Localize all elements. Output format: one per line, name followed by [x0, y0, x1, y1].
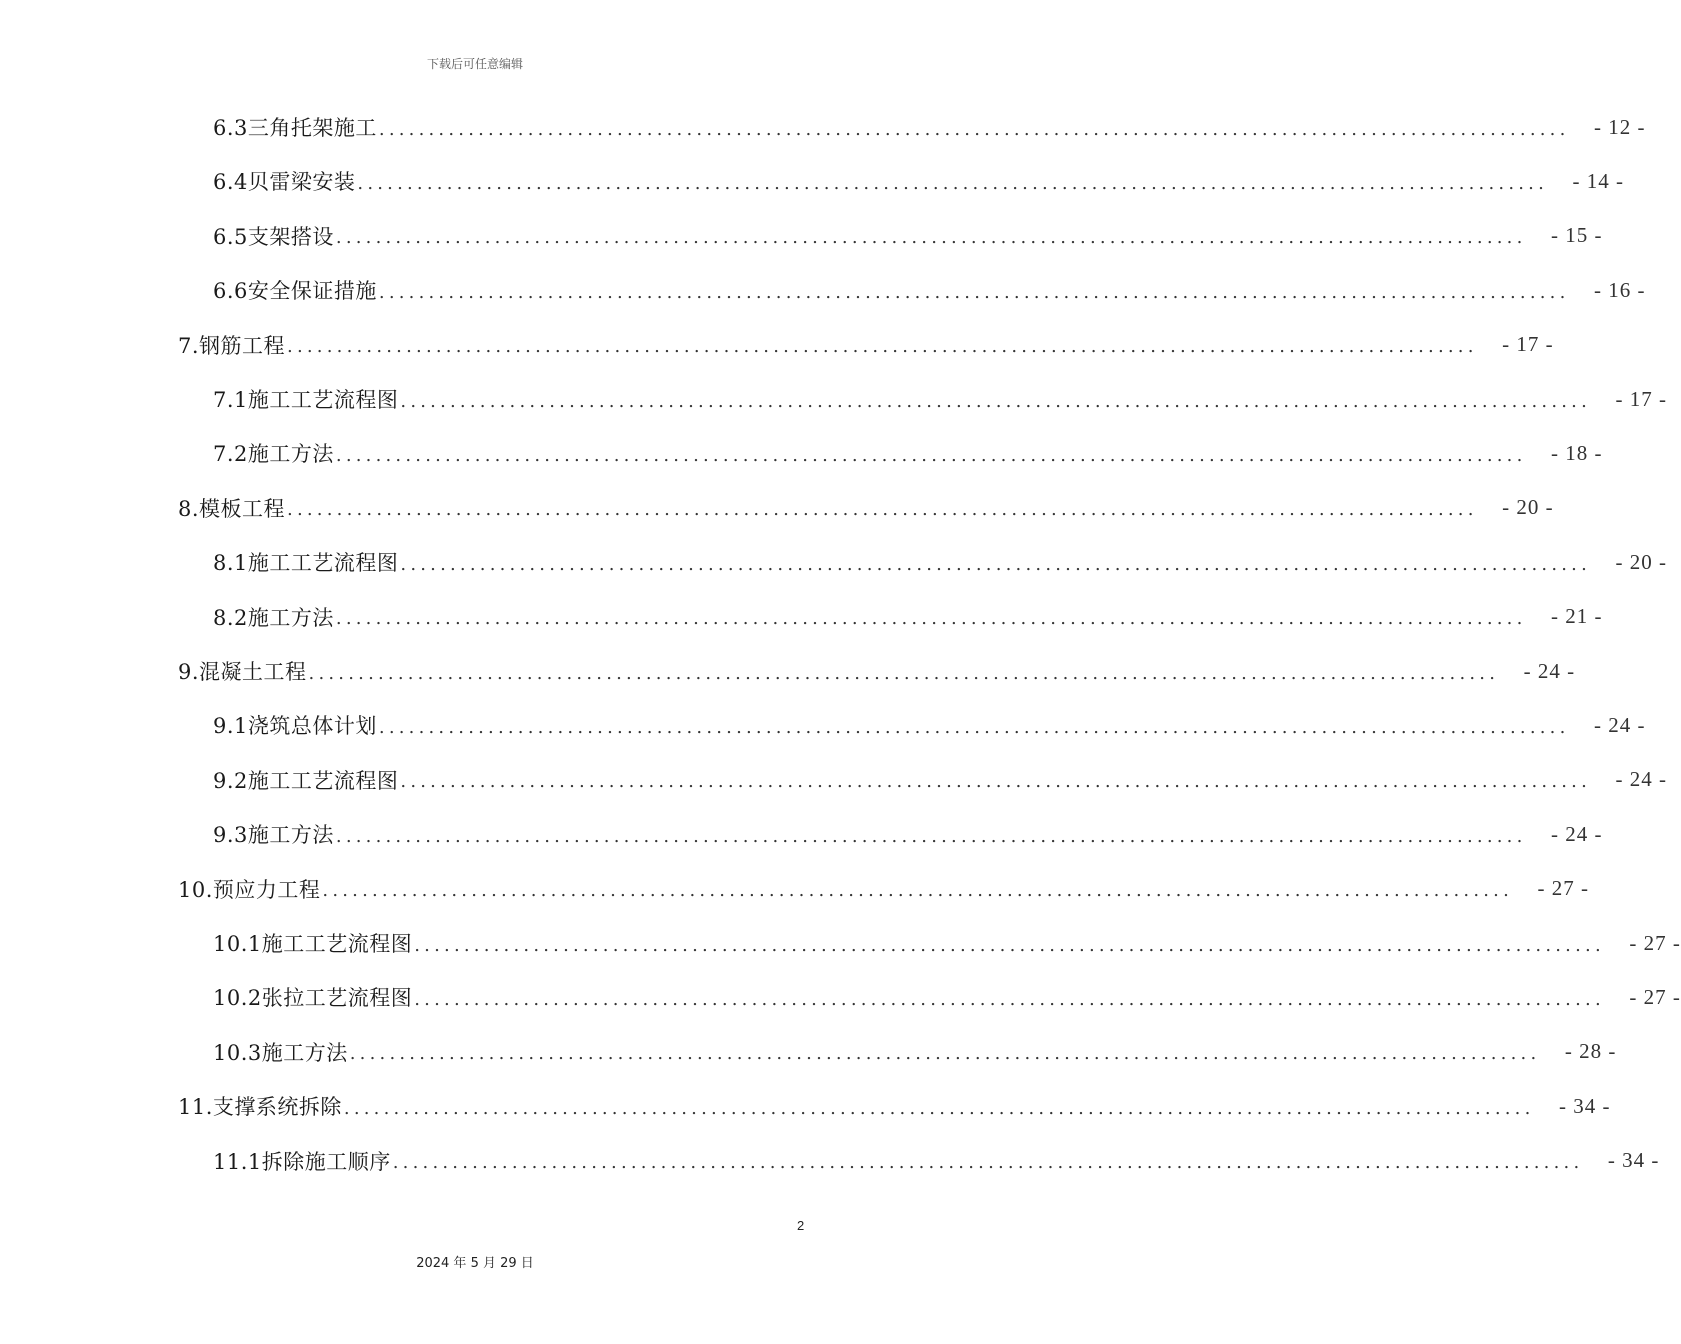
toc-entry[interactable] — [213, 154, 1625, 208]
toc-entry-text: 施工工艺流程图 — [247, 388, 399, 412]
toc-entry-text: 安全保证措施 — [247, 279, 377, 304]
toc-entry[interactable] — [178, 481, 1554, 535]
toc-entry-page: - 18 - — [1551, 440, 1603, 465]
toc-entry-number: 10.2 — [213, 986, 262, 1011]
toc-entry-page: - 27 - — [1629, 984, 1681, 1009]
toc-entry-title — [178, 1091, 342, 1121]
dot-leader: ........................................................................................................................ — [378, 118, 1570, 140]
dot-leader: ........................................................................................................................ — [322, 880, 1514, 902]
toc-entry-number: 8. — [178, 496, 200, 521]
toc-entry[interactable] — [213, 1134, 1660, 1188]
dot-leader: ........................................................................................................................ — [287, 499, 1478, 521]
toc-entry[interactable] — [213, 100, 1646, 154]
toc-entry-text: 施工方法 — [247, 823, 334, 848]
toc-entry[interactable] — [213, 535, 1668, 589]
toc-entry-page: - 20 - — [1615, 549, 1668, 574]
toc-entry-text: 混凝土工程 — [199, 660, 307, 684]
toc-entry-title — [178, 493, 285, 523]
toc-entry-number: 8.2 — [213, 605, 248, 630]
toc-entry-title — [213, 602, 334, 632]
toc-entry-number: 6.5 — [213, 224, 248, 249]
dot-leader: ........................................................................................................................ — [400, 553, 1592, 575]
toc-entry-text: 模板工程 — [199, 496, 286, 521]
dot-leader: ........................................................................................................................ — [378, 716, 1570, 738]
dot-leader: ........................................................................................................................ — [414, 934, 1605, 956]
toc-entry-number: 10.1 — [213, 932, 262, 956]
toc-entry-title — [213, 547, 398, 577]
toc-entry[interactable] — [213, 372, 1668, 426]
dot-leader: ........................................................................................................................ — [392, 1152, 1584, 1174]
toc-entry-text: 张拉工艺流程图 — [261, 986, 413, 1011]
dot-leader: ........................................................................................................................ — [335, 444, 1527, 466]
dot-leader: ........................................................................................................................ — [357, 172, 1549, 194]
toc-entry-number: 9. — [178, 660, 200, 684]
toc-entry-text: 施工工艺流程图 — [247, 768, 399, 793]
toc-entry[interactable] — [178, 318, 1554, 372]
toc-entry-text: 钢筋工程 — [199, 333, 286, 358]
toc-entry-text: 施工方法 — [247, 605, 334, 630]
dot-leader: ........................................................................................................................ — [335, 227, 1527, 249]
toc-entry-number: 9.2 — [213, 768, 248, 793]
toc-entry-text: 三角托架施工 — [247, 116, 377, 140]
toc-entry[interactable] — [178, 862, 1590, 916]
toc-entry-page: - 24 - — [1615, 767, 1668, 792]
toc-entry-title — [213, 112, 377, 142]
toc-entry[interactable] — [213, 970, 1681, 1024]
toc-entry-title — [213, 275, 377, 305]
toc-entry[interactable] — [213, 753, 1668, 807]
toc-entry-number: 11. — [178, 1095, 213, 1120]
toc-entry-page: - 28 - — [1564, 1039, 1617, 1064]
toc-entry-page: - 12 - — [1594, 114, 1646, 139]
toc-entry-title — [213, 221, 334, 251]
toc-entry-page: - 14 - — [1572, 168, 1625, 193]
toc-entry-text: 浇筑总体计划 — [247, 714, 377, 739]
toc-entry-page: - 17 - — [1502, 332, 1554, 357]
toc-entry-page: - 17 - — [1615, 386, 1668, 411]
toc-entry-title — [213, 765, 398, 795]
toc-entry-number: 6.6 — [213, 279, 248, 304]
toc-entry[interactable] — [213, 263, 1646, 317]
toc-entry[interactable] — [213, 807, 1603, 861]
toc-entry-title — [178, 656, 307, 686]
toc-entry-number: 7.2 — [213, 442, 248, 467]
dot-leader: ........................................................................................................................ — [349, 1043, 1541, 1065]
toc-entry-text: 贝雷梁安装 — [247, 170, 356, 195]
toc-entry[interactable] — [213, 1025, 1617, 1079]
toc-entry-number: 8.1 — [213, 551, 248, 576]
toc-entry-page: - 27 - — [1537, 876, 1590, 901]
toc-entry-page: - 24 - — [1551, 821, 1603, 846]
dot-leader: ........................................................................................................................ — [400, 771, 1592, 793]
dot-leader: ........................................................................................................................ — [308, 662, 1500, 684]
toc-entry-page: - 34 - — [1607, 1148, 1660, 1173]
toc-entry[interactable] — [213, 916, 1681, 970]
toc-entry-text: 拆除施工顺序 — [261, 1149, 391, 1174]
dot-leader: ........................................................................................................................ — [378, 281, 1570, 303]
toc-entry-number: 11.1 — [213, 1149, 262, 1174]
toc-entry-number: 7. — [178, 333, 200, 358]
footer-date: 2024 年 5 月 29 日 — [416, 1256, 534, 1271]
toc-entry-number: 6.3 — [213, 116, 248, 140]
toc-entry[interactable] — [213, 426, 1603, 480]
toc-entry-page: - 27 - — [1629, 930, 1681, 955]
toc-entry-title — [213, 438, 334, 468]
toc-entry-number: 7.1 — [213, 388, 248, 412]
toc-entry-text: 施工工艺流程图 — [261, 932, 413, 956]
toc-entry-title — [178, 330, 285, 360]
toc-entry-number: 9.1 — [213, 714, 248, 739]
header-note: 下载后可任意编辑 — [426, 57, 523, 71]
toc-entry-page: - 34 - — [1559, 1093, 1611, 1118]
dot-leader: ........................................................................................................................ — [335, 608, 1527, 630]
dot-leader: ........................................................................................................................ — [287, 336, 1478, 358]
dot-leader: ........................................................................................................................ — [414, 988, 1605, 1010]
toc-entry-title — [213, 1037, 348, 1067]
toc-entry-title — [213, 819, 334, 849]
page-number: 2 — [797, 1218, 805, 1233]
toc-entry-title — [213, 928, 412, 958]
dot-leader: ........................................................................................................................ — [335, 825, 1527, 847]
toc-entry-text: 预应力工程 — [212, 877, 321, 902]
toc-entry-number: 9.3 — [213, 823, 248, 848]
toc-entry-text: 支架搭设 — [247, 224, 334, 249]
toc-entry-page: - 15 - — [1551, 223, 1603, 248]
toc-entry[interactable] — [213, 590, 1603, 644]
toc-entry-title — [213, 982, 412, 1012]
dot-leader: ........................................................................................................................ — [343, 1097, 1535, 1119]
toc-entry-title — [178, 874, 320, 904]
toc-entry-text: 施工工艺流程图 — [247, 551, 399, 576]
toc-entry-number: 10.3 — [213, 1040, 262, 1065]
toc-entry-page: - 16 - — [1594, 277, 1646, 302]
toc-entry-title — [213, 384, 398, 414]
toc-entry-number: 10. — [178, 877, 213, 902]
toc-entry-number: 6.4 — [213, 170, 248, 195]
dot-leader: ........................................................................................................................ — [400, 390, 1592, 412]
toc-entry-text: 支撑系统拆除 — [212, 1095, 342, 1120]
toc-entry-page: - 24 - — [1523, 658, 1576, 683]
toc-entry[interactable] — [178, 644, 1576, 698]
toc-entry[interactable] — [213, 209, 1603, 263]
toc-entry-title — [213, 1146, 391, 1176]
toc-entry-title — [213, 166, 355, 196]
toc-entry[interactable] — [178, 1079, 1611, 1133]
toc-entry-text: 施工方法 — [247, 442, 334, 467]
toc-entry[interactable] — [213, 698, 1646, 752]
toc-entry-page: - 20 - — [1502, 495, 1554, 520]
toc-entry-page: - 24 - — [1594, 712, 1646, 737]
toc-entry-title — [213, 710, 377, 740]
toc-entry-text: 施工方法 — [261, 1040, 348, 1065]
toc-entry-page: - 21 - — [1551, 604, 1603, 629]
